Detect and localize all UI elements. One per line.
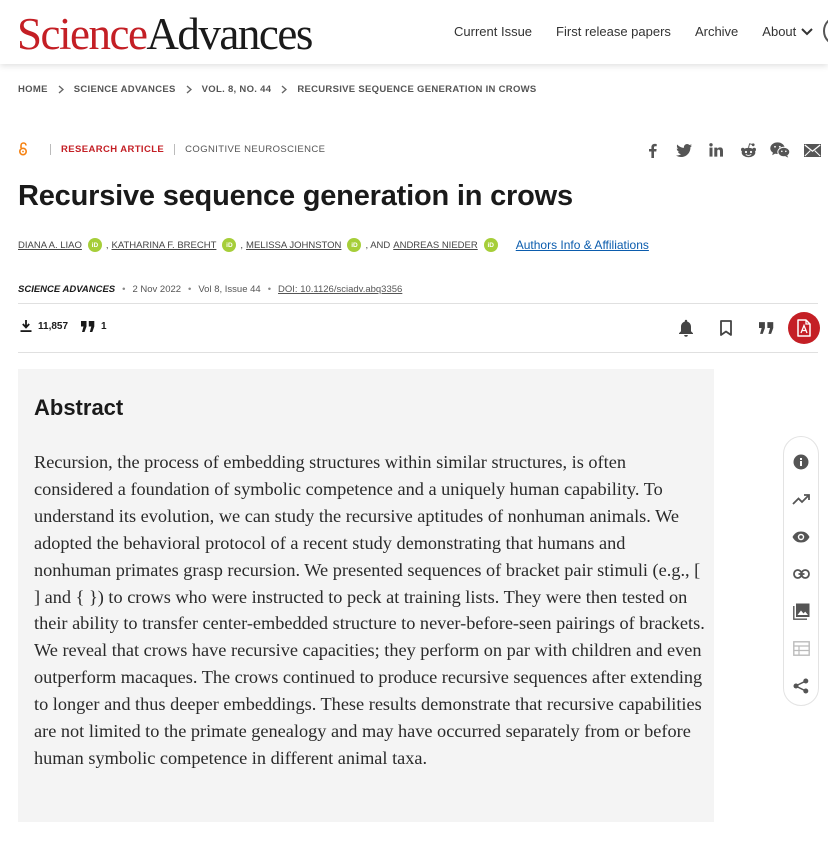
download-icon [20,320,32,332]
site-header [0,0,828,64]
top-nav [454,24,813,39]
volume-issue[interactable]: Vol 8, Issue 44 [198,284,261,295]
link-icon[interactable] [784,555,818,592]
chevron-down-icon [801,28,813,36]
orcid-icon[interactable]: iD [484,238,498,252]
divider [174,144,175,155]
breadcrumb-issue[interactable]: VOL. 8, NO. 44 [201,84,272,95]
article-tools [666,312,820,344]
nav-archive[interactable]: Archive [694,24,739,39]
author-name[interactable]: ANDREAS NIEDER [393,239,478,251]
journal-name: SCIENCE ADVANCES [18,284,116,295]
abstract-section [18,369,714,822]
citation-count: 1 [101,320,107,332]
article-subject[interactable]: COGNITIVE NEUROSCIENCE [185,143,326,155]
article-metrics [20,320,107,332]
logo-advances: Advances [146,9,312,59]
download-count: 11,857 [38,320,69,332]
eye-icon[interactable] [784,518,818,555]
author-name[interactable]: KATHARINA F. BRECHT [111,239,217,251]
linkedin-icon[interactable] [700,140,732,160]
chevron-right-icon [281,85,287,94]
article-title: Recursive sequence generation in crows [18,180,573,212]
author-name[interactable]: MELISSA JOHNSTON [246,239,342,251]
bookmark-icon[interactable] [706,312,746,344]
bell-icon[interactable] [666,312,706,344]
orcid-icon[interactable]: iD [222,238,236,252]
email-icon[interactable] [796,140,828,160]
breadcrumb-home[interactable]: HOME [18,84,48,95]
nav-about-label: About [762,24,797,39]
breadcrumb-current: RECURSIVE SEQUENCE GENERATION IN CROWS [297,84,537,95]
publication-date: 2 Nov 2022 [132,284,182,295]
authors-info-affiliations-link[interactable]: Authors Info & Affiliations [515,238,649,252]
right-tool-rail [783,436,819,706]
share-icons [636,140,828,160]
doi-link[interactable]: DOI: 10.1126/sciadv.abq3356 [278,284,403,295]
reddit-icon[interactable] [732,140,764,160]
orcid-icon[interactable]: iD [88,238,102,252]
site-logo[interactable] [17,10,312,58]
author-name[interactable]: DIANA A. LIAO [18,239,82,251]
citation-metric[interactable] [81,321,107,332]
divider [50,144,51,155]
wechat-icon[interactable] [764,140,796,160]
author-list [18,238,649,252]
table-icon [784,630,818,667]
quote-icon[interactable] [746,312,786,344]
search-icon[interactable] [823,16,828,46]
nav-first-release-papers[interactable]: First release papers [556,24,671,39]
pdf-icon[interactable] [788,312,820,344]
nav-current-issue[interactable]: Current Issue [454,24,533,39]
chevron-right-icon [58,85,64,94]
facebook-icon[interactable] [636,140,668,160]
twitter-icon[interactable] [668,140,700,160]
author-separator: , [240,239,244,251]
publication-info [18,284,402,295]
abstract-heading: Abstract [34,395,124,420]
dot-separator: • [188,284,192,295]
info-icon[interactable] [784,443,818,480]
share-icon[interactable] [784,668,818,705]
dot-separator: • [122,284,126,295]
abstract-text: Recursion, the process of embedding structures within similar structures, is often considered a foundation of symbolic competence and a uniquely human capability. To understand its evolution, we can study the recursive aptitudes of nonhuman animals. We adopted the behavioral protocol of a recent study demonstrating that humans and nonhuman primates grasp recursion. We presented sequences of bracket pair stimuli (e.g., [ ] and { }) to crows who were instructed to peck at training lists. They were then tested on their ability to transfer center-embedded structure to never-before-seen pairings of brackets. We reveal that crows have recursive capacities; they perform on par with children and even outperform macaques. The crows continued to produce recursive sequences after extending to longer and thus deeper embeddings. These results demonstrate that recursive capabilities are not limited to the primate genealogy and may have occurred separately from or before human symbolic competence in different animal taxa. [34,452,705,768]
logo-science: Science [17,9,147,59]
trending-icon[interactable] [784,480,818,517]
article-type-row [18,142,325,156]
open-access-icon [18,142,28,156]
divider [18,303,818,304]
author-separator: , [105,239,109,251]
divider [18,352,818,353]
author-separator: , AND [365,239,391,251]
breadcrumb-journal[interactable]: SCIENCE ADVANCES [73,84,176,95]
breadcrumb [18,84,537,95]
article-type[interactable]: RESEARCH ARTICLE [61,143,165,155]
image-icon[interactable] [784,593,818,630]
quote-icon [81,321,95,332]
chevron-right-icon [186,85,192,94]
orcid-icon[interactable]: iD [347,238,361,252]
dot-separator: • [267,284,272,295]
nav-about[interactable] [762,24,813,39]
